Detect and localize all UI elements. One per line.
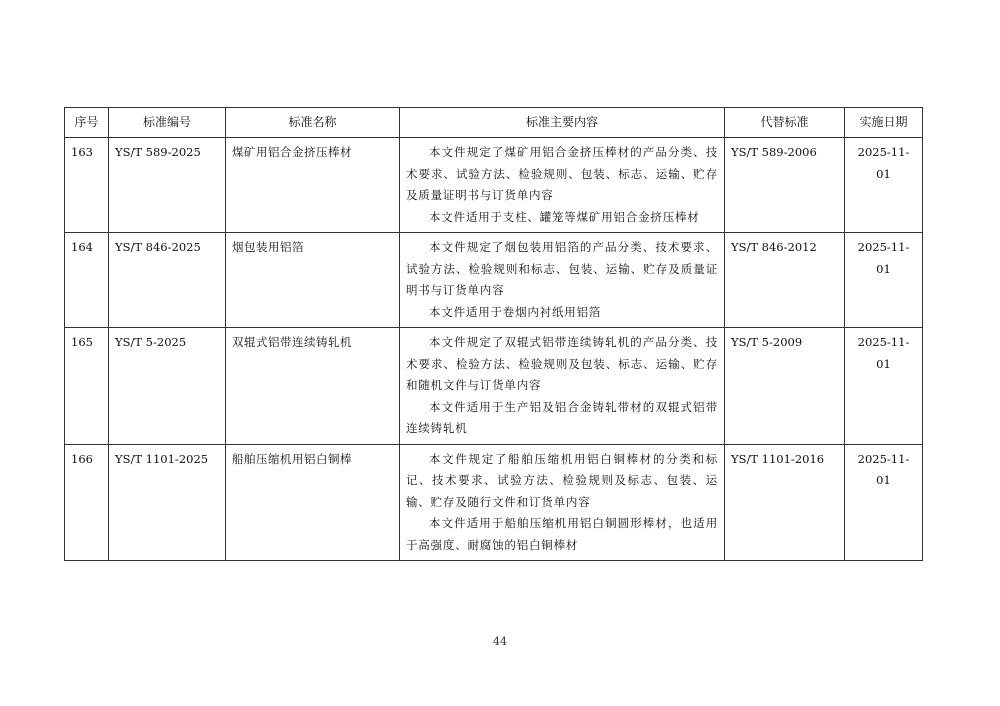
cell-date: 2025-11-01	[845, 233, 923, 328]
header-content: 标准主要内容	[400, 108, 725, 138]
content-applicability: 本文件适用于船舶压缩机用铝白铜圆形棒材，也适用于高强度、耐腐蚀的铝白铜棒材	[406, 516, 718, 552]
cell-replaced: YS/T 589-2006	[725, 138, 845, 233]
cell-date: 2025-11-01	[845, 444, 923, 561]
table-row	[65, 328, 923, 445]
cell-name: 船舶压缩机用铝白铜棒	[226, 444, 400, 561]
table-header-row	[65, 108, 923, 138]
header-code: 标准编号	[109, 108, 226, 138]
cell-code: YS/T 1101-2025	[109, 444, 226, 561]
cell-content	[400, 233, 725, 328]
cell-name: 烟包装用铝箔	[226, 233, 400, 328]
cell-no: 165	[65, 328, 109, 445]
cell-no: 166	[65, 444, 109, 561]
table-row	[65, 233, 923, 328]
content-applicability: 本文件适用于支柱、罐笼等煤矿用铝合金挤压棒材	[429, 209, 700, 224]
cell-code: YS/T 846-2025	[109, 233, 226, 328]
cell-content	[400, 328, 725, 445]
cell-no: 164	[65, 233, 109, 328]
table-row	[65, 138, 923, 233]
content-scope: 本文件规定了双辊式铝带连续铸轧机的产品分类、技术要求、检验方法、检验规则及包装、标志、运输、贮存和随机文件与订货单内容	[406, 335, 718, 392]
header-no: 序号	[65, 108, 109, 138]
cell-name: 煤矿用铝合金挤压棒材	[226, 138, 400, 233]
cell-no: 163	[65, 138, 109, 233]
cell-replaced: YS/T 5-2009	[725, 328, 845, 445]
header-date: 实施日期	[845, 108, 923, 138]
cell-content	[400, 138, 725, 233]
cell-date: 2025-11-01	[845, 138, 923, 233]
cell-replaced: YS/T 846-2012	[725, 233, 845, 328]
content-applicability: 本文件适用于卷烟内衬纸用铝箔	[429, 304, 602, 319]
cell-content	[400, 444, 725, 561]
cell-name: 双辊式铝带连续铸轧机	[226, 328, 400, 445]
content-scope: 本文件规定了船舶压缩机用铝白铜棒材的分类和标记、技术要求、试验方法、检验规则及标志、包装、运输、贮存及随行文件和订货单内容	[406, 451, 718, 509]
standards-table	[64, 107, 923, 561]
header-replaced: 代替标准	[725, 108, 845, 138]
cell-replaced: YS/T 1101-2016	[725, 444, 845, 561]
table-row	[65, 444, 923, 561]
content-scope: 本文件规定了煤矿用铝合金挤压棒材的产品分类、技术要求、试验方法、检验规则、包装、标志、运输、贮存及质量证明书与订货单内容	[406, 145, 718, 202]
cell-code: YS/T 589-2025	[109, 138, 226, 233]
header-name: 标准名称	[226, 108, 400, 138]
cell-code: YS/T 5-2025	[109, 328, 226, 445]
content-applicability: 本文件适用于生产铝及铝合金铸轧带材的双辊式铝带连续铸轧机	[406, 399, 718, 435]
page-number: 44	[493, 635, 507, 648]
cell-date: 2025-11-01	[845, 328, 923, 445]
content-scope: 本文件规定了烟包装用铝箔的产品分类、技术要求、试验方法、检验规则和标志、包装、运输、贮存及质量证明书与订货单内容	[406, 240, 718, 297]
